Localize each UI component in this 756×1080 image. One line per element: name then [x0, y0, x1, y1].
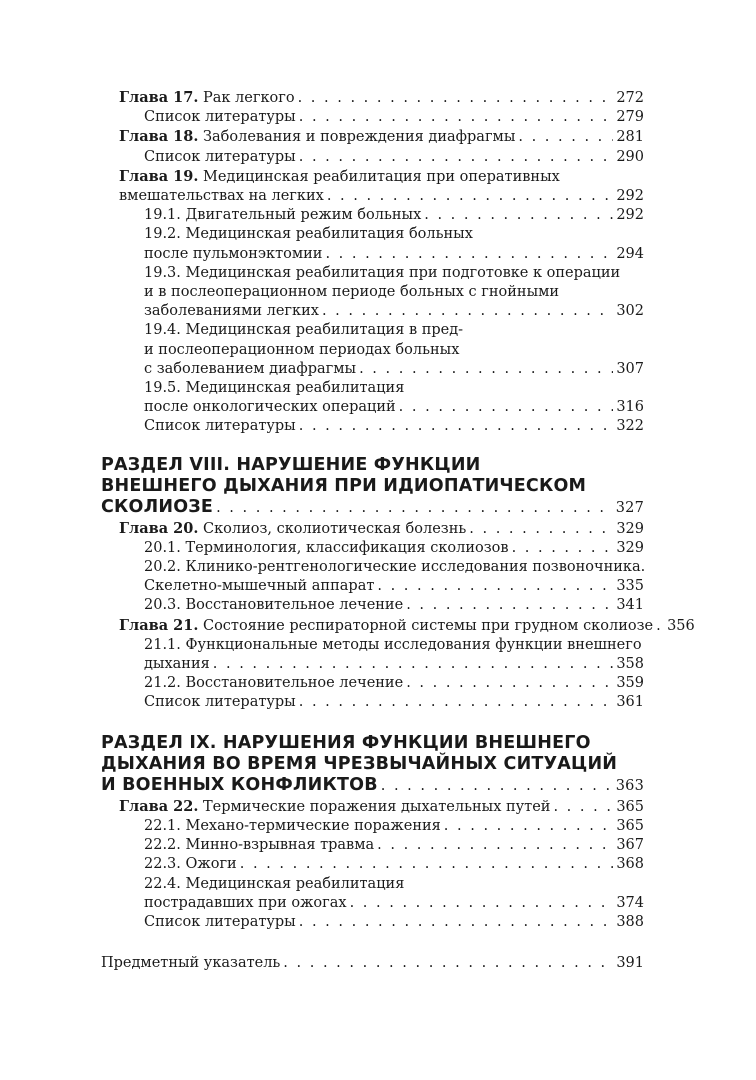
page-number: 391 — [616, 955, 644, 972]
page-number: 367 — [616, 837, 644, 854]
toc-entry-chapter-17-references[interactable] — [101, 108, 644, 127]
page-number: 307 — [616, 360, 644, 377]
dot-leader — [213, 655, 614, 674]
page-number: 365 — [616, 798, 644, 815]
toc-entry-21-1[interactable] — [101, 636, 644, 674]
chapter-title: Термические поражения дыхательных путей — [202, 798, 551, 815]
entry-title-line-2: Скелетно-мышечный аппарат — [144, 578, 375, 595]
toc-entry-chapter-17[interactable] — [101, 88, 644, 108]
section-title-line-3: И ВОЕННЫХ КОНФЛИКТОВ — [101, 774, 378, 795]
page-number: 302 — [616, 303, 644, 320]
entry-title: Список литературы — [144, 694, 296, 711]
entry-title-line-1: 20.2. Клинико-рентгенологические исследования позвоночника. — [144, 559, 646, 576]
section-spacer — [101, 437, 644, 455]
entry-title-line-3: с заболеванием диафрагмы — [144, 360, 357, 377]
page-number: 363 — [615, 777, 644, 794]
entry-title: 21.2. Восстановительное лечение — [144, 675, 404, 692]
toc-entry-19-5[interactable] — [101, 379, 644, 417]
chapter-label: Глава 21. — [119, 616, 199, 634]
chapter-label: Глава 17. — [119, 89, 199, 106]
chapter-title-line-2: вмешательствах на легких — [119, 188, 324, 205]
dot-leader — [299, 913, 614, 932]
page-number: 279 — [616, 109, 644, 126]
entry-title: Список литературы — [144, 418, 296, 435]
page-number: 316 — [616, 399, 644, 416]
toc-entry-19-3[interactable] — [101, 264, 644, 322]
entry-title-line-1: 19.2. Медицинская реабилитация больных — [144, 226, 473, 243]
toc-entry-21-2[interactable] — [101, 674, 644, 693]
entry-title: Предметный указатель — [101, 955, 281, 972]
toc-entry-19-1[interactable] — [101, 206, 644, 225]
toc-entry-chapter-19[interactable] — [101, 167, 644, 206]
toc-entry-section-8[interactable] — [101, 455, 644, 519]
entry-title-line-2: и послеоперационном периодах больных — [144, 341, 460, 358]
page-number: 359 — [616, 675, 644, 692]
entry-title: Список литературы — [144, 109, 296, 126]
dot-leader — [553, 798, 613, 817]
toc-entry-chapter-19-references[interactable] — [101, 417, 644, 436]
toc-entry-chapter-22-references[interactable] — [101, 913, 644, 932]
entry-title-line-1: 19.4. Медицинская реабилитация в пред- — [144, 322, 464, 339]
dot-leader — [656, 617, 664, 636]
page-number: 368 — [616, 856, 644, 873]
dot-leader — [406, 596, 613, 615]
entry-title: 22.3. Ожоги — [144, 856, 237, 873]
dot-leader — [518, 128, 613, 147]
toc-entry-chapter-22[interactable] — [101, 797, 644, 817]
chapter-label: Глава 19. — [119, 167, 199, 185]
page-number: 322 — [616, 418, 644, 435]
section-spacer — [101, 932, 644, 954]
page-number: 329 — [616, 520, 644, 537]
dot-leader — [299, 693, 614, 712]
entry-title: Список литературы — [144, 148, 296, 165]
dot-leader — [322, 302, 613, 321]
page-number: 294 — [616, 245, 644, 262]
chapter-title: Рак легкого — [202, 90, 295, 106]
entry-title-line-1: 19.3. Медицинская реабилитация при подготовке к операции — [144, 264, 621, 281]
dot-leader — [469, 520, 613, 539]
toc-entry-19-4[interactable] — [101, 321, 644, 379]
dot-leader — [444, 817, 614, 836]
page-number: 358 — [616, 656, 644, 673]
dot-leader — [298, 89, 614, 108]
page-number: 365 — [616, 817, 644, 834]
dot-leader — [406, 674, 613, 693]
entry-title-line-2: и в послеоперационном периоде больных с гнойными — [144, 284, 560, 301]
entry-title-line-2: пострадавших при ожогах — [144, 894, 347, 911]
dot-leader — [216, 498, 613, 519]
dot-leader — [512, 539, 614, 558]
page-number: 335 — [616, 578, 644, 595]
page-number: 361 — [616, 694, 644, 711]
dot-leader — [327, 187, 614, 206]
entry-title-line-3: заболеваниями легких — [144, 303, 319, 320]
dot-leader — [299, 417, 614, 436]
dot-leader — [283, 954, 613, 973]
page-number: 292 — [616, 188, 644, 205]
toc-entry-chapter-21-references[interactable] — [101, 693, 644, 712]
toc-entry-22-3[interactable] — [101, 855, 644, 874]
dot-leader — [377, 836, 613, 855]
chapter-title: Сколиоз, сколиотическая болезнь — [202, 520, 467, 537]
chapter-label: Глава 20. — [119, 519, 199, 537]
toc-entry-chapter-18-references[interactable] — [101, 148, 644, 167]
dot-leader — [299, 108, 614, 127]
page-number: 374 — [616, 894, 644, 911]
section-spacer — [101, 713, 644, 733]
entry-title: 20.1. Терминология, классификация сколиозов — [144, 539, 509, 556]
toc-entry-19-2[interactable] — [101, 225, 644, 263]
page-number: 272 — [616, 90, 644, 106]
dot-leader — [424, 206, 613, 225]
section-title-line-2: ДЫХАНИЯ ВО ВРЕМЯ ЧРЕЗВЫЧАЙНЫХ СИТУАЦИЙ — [101, 753, 618, 774]
section-title-line-2: ВНЕШНЕГО ДЫХАНИЯ ПРИ ИДИОПАТИЧЕСКОМ — [101, 475, 587, 496]
toc-entry-22-1[interactable] — [101, 817, 644, 836]
page-number: 292 — [616, 207, 644, 224]
page-number: 327 — [615, 499, 644, 516]
toc-entry-chapter-18[interactable] — [101, 127, 644, 147]
entry-title-line-2: после онкологических операций — [144, 399, 396, 416]
toc-entry-subject-index[interactable] — [101, 954, 644, 973]
toc-entry-22-2[interactable] — [101, 836, 644, 855]
page-number: 281 — [616, 129, 644, 146]
dot-leader — [377, 577, 613, 596]
chapter-title: Состояние респираторной системы при грудном сколиозе — [202, 617, 654, 634]
chapter-label: Глава 22. — [119, 797, 199, 815]
page-number: 356 — [667, 617, 695, 634]
entry-title-line-1: 22.4. Медицинская реабилитация — [144, 875, 405, 892]
chapter-title: Заболевания и повреждения диафрагмы — [202, 129, 516, 146]
dot-leader — [359, 360, 613, 379]
entry-title-line-1: 21.1. Функциональные методы исследования функции внешнего — [144, 636, 642, 653]
section-title-line-1: РАЗДЕЛ IX. НАРУШЕНИЯ ФУНКЦИИ ВНЕШНЕГО — [101, 732, 591, 753]
page-number: 341 — [616, 597, 644, 614]
table-of-contents — [101, 88, 695, 973]
page-number: 388 — [616, 913, 644, 930]
section-title-line-3: СКОЛИОЗЕ — [101, 496, 214, 517]
dot-leader — [381, 776, 613, 797]
toc-entry-20-1[interactable] — [101, 539, 644, 558]
entry-title-line-1: 19.5. Медицинская реабилитация — [144, 380, 405, 397]
chapter-title-line-1: Медицинская реабилитация при оперативных — [202, 168, 560, 185]
dot-leader — [299, 148, 614, 167]
entry-title-line-2: после пульмонэктомии — [144, 245, 323, 262]
entry-title: 22.2. Минно-взрывная травма — [144, 837, 375, 854]
toc-entry-section-9[interactable] — [101, 733, 644, 797]
entry-title: 19.1. Двигательный режим больных — [144, 207, 422, 224]
dot-leader — [350, 894, 614, 913]
section-title-line-1: РАЗДЕЛ VIII. НАРУШЕНИЕ ФУНКЦИИ — [101, 454, 481, 475]
entry-title: 20.3. Восстановительное лечение — [144, 597, 404, 614]
dot-leader — [399, 398, 614, 417]
entry-title: Список литературы — [144, 913, 296, 930]
toc-entry-20-3[interactable] — [101, 596, 644, 615]
dot-leader — [325, 245, 613, 264]
chapter-label: Глава 18. — [119, 128, 199, 146]
toc-entry-22-4[interactable] — [101, 875, 644, 913]
entry-title-line-2: дыхания — [144, 656, 210, 673]
toc-entry-chapter-20[interactable] — [101, 519, 644, 539]
page-number: 329 — [616, 539, 644, 556]
toc-entry-20-2[interactable] — [101, 558, 644, 596]
toc-entry-chapter-21[interactable] — [101, 616, 695, 636]
dot-leader — [240, 855, 614, 874]
entry-title: 22.1. Механо-термические поражения — [144, 817, 441, 834]
page-number: 290 — [616, 148, 644, 165]
